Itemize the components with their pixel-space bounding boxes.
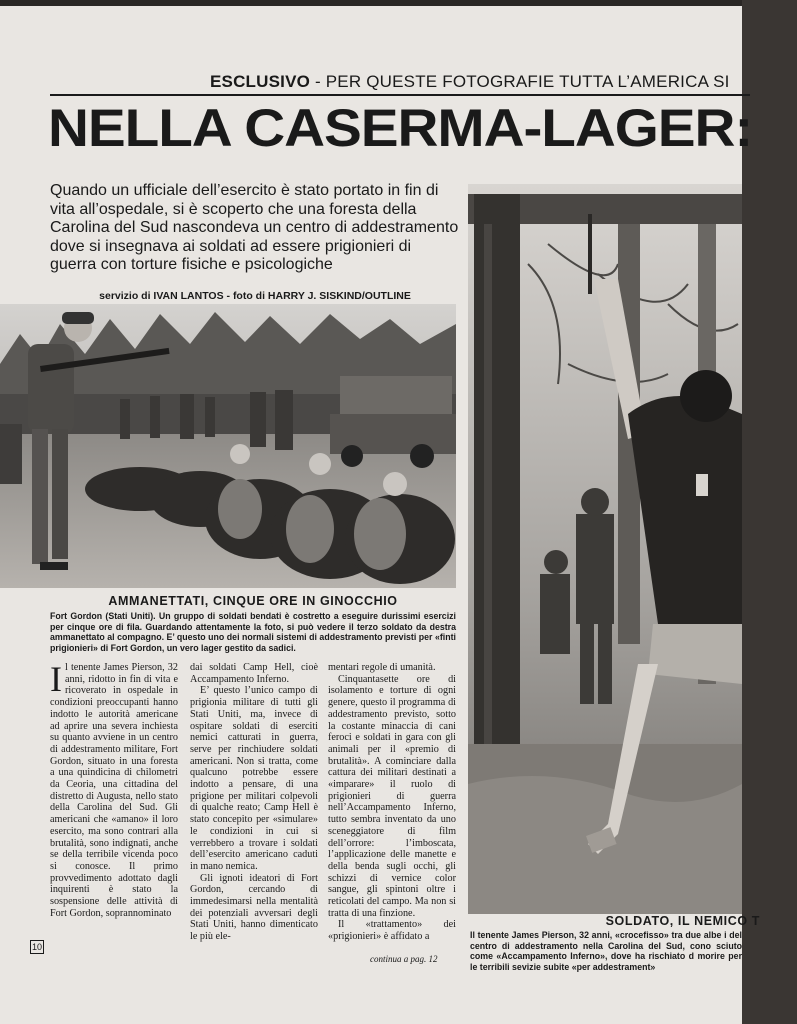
left-photo-caption-title: AMMANETTATI, CINQUE ORE IN GINOCCHIO [108,594,398,608]
article-column-3 [328,662,456,962]
article-col2-text-c: Gli ignoti ideatori di Fort Gordon, cercando di immedesimarsi nella mentalità dei potenziali avversari degli Stati Uniti, hanno dimenticato le più ele- [190,872,318,943]
left-photo-caption-body: Fort Gordon (Stati Uniti). Un gruppo di soldati bendati è costretto a eseguire durissimi esercizi per cinque ore di fila. Guardando attentamente la foto, si può vedere il terzo soldato da destra ammanettato al compagno. E’ questo uno dei normali sistemi di addestramento previsti per «finti prigionieri» di Fort Gordon, un vero lager gestito da sadici. [50,611,456,653]
kicker-rest: - PER QUESTE FOTOGRAFIE TUTTA L’AMERICA SI [310,72,730,91]
article-column-2 [190,662,318,962]
article-col1-text: l tenente James Pierson, 32 anni, ridotto in fin di vita e ricoverato in ospedale in condizioni preoccupanti hanno indotto le autorità americane ad aprire una severa inchiesta su quanto avviene in un centro di addestramento militare, Fort Gordon, situato in una foresta a una quindicina di chilometri da Ceoria, una cittadina del distretto di Augusta, nello stato della Carolina del Sud. Gli americani che «amano» il loro esercito, ma sono contrari alla brutalità, sono indignati, anche se della terribile vicenda poco si conosce. Il primo provvedimento adottato dagli inquirenti è stato la sospensione delle attività di Fort Gordon, soprannominato [50,662,178,919]
article-col3-text-a: mentari regole di umanità. [328,662,436,673]
article-col3-text-c: Il «trattamento» dei «prigionieri» è affidato a [328,919,456,943]
article-col2-text-b: E’ questo l’unico campo di prigionia militare di tutti gli Stati Uniti, ma, invece di ospitare soldati di eserciti nemici catturati in guerra, serve per rinchiudere soldati americani. Non si tratta, come qualcuno potrebbe essere indotto a pensare, di una prigione per militari colpevoli di qualche reato; Camp Hell è stato concepito per «simulare» le condizioni in cui si verrebbero a trovare i soldati dell’esercito americano caduti in mano nemica. [190,685,318,872]
right-photo-caption-body: Il tenente James Pierson, 32 anni, «crocefisso» tra due albe i del centro di addestramento nella Carolina del Sud, cono sciuto come «Accampamento Inferno», dove ha rischiato d morire per le terribili sevizie subite «per addestrament» [470,930,742,972]
photo-crucified-soldier [468,184,742,914]
kicker-rule [50,94,750,96]
article-column-1 [50,659,178,962]
page-number: 10 [31,942,42,952]
article-col2-text-a: dai soldati Camp Hell, cioè Accampamento Inferno. [190,662,318,685]
byline: servizio di IVAN LANTOS - foto di HARRY J. SISKIND/OUTLINE [99,290,411,302]
right-photo-caption-title: SOLDATO, IL NEMICO T [605,914,760,928]
kicker-lead: ESCLUSIVO [210,72,311,91]
deck-summary: Quando un ufficiale dell’esercito è stato portato in fin di vita all’ospedale, si è scoperto che una foresta della Carolina del Sud nascondeva un centro di addestramento dove si insegnava ai soldati ad essere prigionieri di guerra con torture fisiche e psicologiche [50,182,459,273]
photo-kneeling-soldiers [0,304,456,588]
kicker [210,72,750,92]
magazine-page [0,6,760,1024]
headline: NELLA CASERMA-LAGER: [48,99,753,158]
continued-note: continua a pag. 12 [370,954,438,964]
article-col3-text-b: Cinquantasette ore di isolamento e torture di ogni genere, questo il programma di addestramento previsto, sotto la costante minaccia di cani feroci e soldati in gara con gli animali per il «premio di brutalità». A cominciare dalla cattura dei militari destinati a «imparare» il ruolo di prigionieri di guerra nell’Accampamento Inferno, tutto sembra inventato da uno sceneggiatore di film dell’orrore: l’imboscata, l’applicazione delle manette e della benda sugli occhi, gli schizzi di vernice color sangue, gli spintoni oltre i reticolati del campo. Ma non si tratta di una finzione. [328,673,456,919]
article-dropcap: I [50,659,62,699]
